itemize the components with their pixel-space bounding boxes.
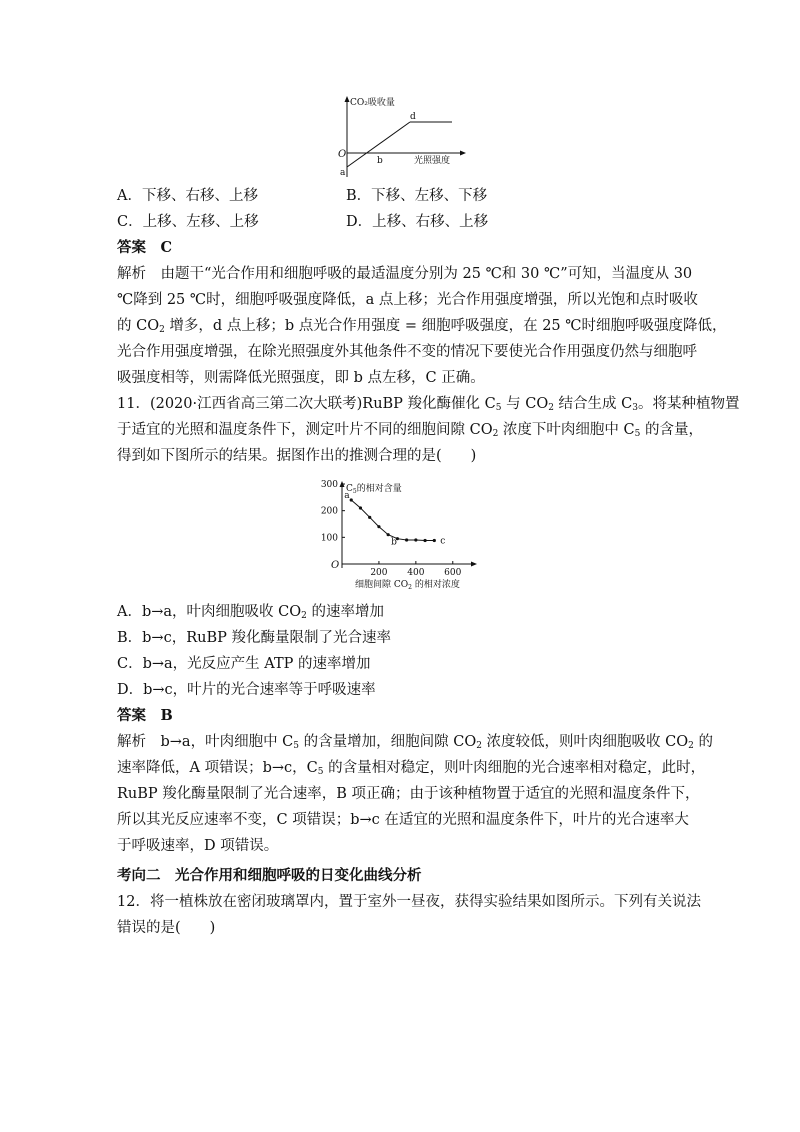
- chart-ytick-label: 200: [320, 506, 338, 517]
- fig1-y-arrow: [345, 96, 350, 102]
- chart-xtick-label: 200: [370, 568, 388, 578]
- chart-point-label-c: c: [440, 536, 446, 547]
- q11-stem-1: 11．(2020·江西省高三第二次大联考)RuBP 羧化酶催化 $C_5$ 与 $CO_2$ 结合生成 $C_3$。将某种植物置: [117, 396, 740, 413]
- chart-ylabel: $C_5$的相对含量: [346, 484, 402, 495]
- figure-co2-light: [330, 92, 470, 182]
- q10-explanation-4: 光合作用强度增强，在除光照强度外其他条件不变的情况下要使光合作用强度仍然与细胞呼: [117, 344, 697, 360]
- chart-point-label-b: b: [391, 537, 397, 548]
- q11-explanation-4: 所以其光反应速率不变，C 项错误；b→c 在适宜的光照和温度条件下，叶片的光合速率大: [117, 812, 689, 828]
- q10-option-a: A．下移、右移、上移: [117, 188, 258, 204]
- q11-option-c: C．b→a，光反应产生 ATP 的速率增加: [117, 656, 371, 672]
- figure-c5-chart: [315, 476, 490, 592]
- q11-explanation-3: RuBP 羧化酶量限制了光合速率，B 项正确；由于该种植物置于适宜的光照和温度条件下，: [117, 786, 700, 802]
- fig1-label-b: b: [377, 156, 383, 166]
- chart-point: [423, 539, 426, 542]
- q10-answer: 答案 C: [117, 239, 173, 256]
- q10-explanation-1: 解析 由题干“光合作用和细胞呼吸的最适温度分别为 25 ℃和 30 ℃”可知，当温度从 30: [117, 266, 693, 282]
- chart-point: [377, 525, 380, 528]
- fig1-xlabel: 光照强度: [414, 156, 451, 166]
- chart-ytick-label: 100: [320, 533, 338, 544]
- chart-xtick-label: 600: [444, 568, 462, 578]
- fig1-ylabel: CO₂吸收量: [350, 98, 395, 108]
- q11-option-b: B．b→c，RuBP 羧化酶量限制了光合速率: [117, 630, 391, 646]
- q11-stem-2: 于适宜的光照和温度条件下，测定叶片不同的细胞间隙 $CO_2$ 浓度下叶肉细胞中 $C_5$ 的含量，: [117, 422, 703, 439]
- q10-explanation-3: 的 $CO_2$ 增多，d 点上移；b 点光合作用强度 = 细胞呼吸强度，在 25 ℃时细胞呼吸强度降低，: [117, 318, 727, 335]
- q10-option-d: D．上移、右移、上移: [346, 214, 489, 230]
- q10-explanation-5: 吸强度相等，则需降低光照强度，即 b 点左移，C 正确。: [117, 370, 485, 386]
- chart-ytick-label: 300: [320, 480, 338, 490]
- q10-option-c: C．上移、左移、上移: [117, 214, 259, 230]
- chart-origin: O: [331, 560, 340, 571]
- q11-stem-3: 得到如下图所示的结果。据图作出的推测合理的是( ): [117, 448, 477, 464]
- chart-xtick-label: 400: [407, 568, 425, 578]
- chart-point: [414, 538, 417, 541]
- chart-point: [387, 533, 390, 536]
- fig1-origin: O: [338, 149, 347, 160]
- q11-answer: 答案 B: [117, 707, 173, 724]
- chart-xlabel: 细胞间隙 $CO_2$ 的相对浓度: [355, 580, 460, 591]
- q11-explanation-1: 解析 b→a，叶肉细胞中 $C_5$ 的含量增加，细胞间隙 $CO_2$ 浓度较低，则叶肉细胞吸收 $CO_2$ 的: [117, 734, 713, 751]
- fig1-label-a: a: [340, 168, 346, 178]
- chart-point: [350, 498, 353, 501]
- chart-point: [433, 539, 436, 542]
- section-heading: 考向二 光合作用和细胞呼吸的日变化曲线分析: [117, 867, 422, 884]
- chart-point-label-a: a: [344, 491, 350, 501]
- q11-explanation-5: 于呼吸速率，D 项错误。: [117, 838, 279, 854]
- chart-point: [368, 516, 371, 519]
- q10-explanation-2: ℃降到 25 ℃时，细胞呼吸强度降低，a 点上移；光合作用强度增强，所以光饱和点时吸收: [117, 292, 698, 308]
- chart-point: [405, 538, 408, 541]
- fig1-x-arrow: [460, 151, 466, 156]
- q11-option-d: D．b→c，叶片的光合速率等于呼吸速率: [117, 682, 376, 698]
- q11-option-a: A．b→a，叶肉细胞吸收 $CO_2$ 的速率增加: [117, 604, 384, 621]
- fig1-label-d: d: [410, 112, 416, 122]
- q11-explanation-2: 速率降低，A 项错误；b→c，$C_5$ 的含量相对稳定，则叶肉细胞的光合速率相对稳定，此时，: [117, 760, 706, 777]
- chart-series-line: [351, 500, 434, 541]
- chart-x-arrow: [471, 562, 477, 567]
- q12-stem-1: 12．将一植株放在密闭玻璃罩内，置于室外一昼夜，获得实验结果如图所示。下列有关说法: [117, 894, 701, 910]
- q10-option-b: B．下移、左移、下移: [346, 188, 488, 204]
- q12-stem-2: 错误的是( ): [117, 920, 216, 936]
- chart-point: [359, 506, 362, 509]
